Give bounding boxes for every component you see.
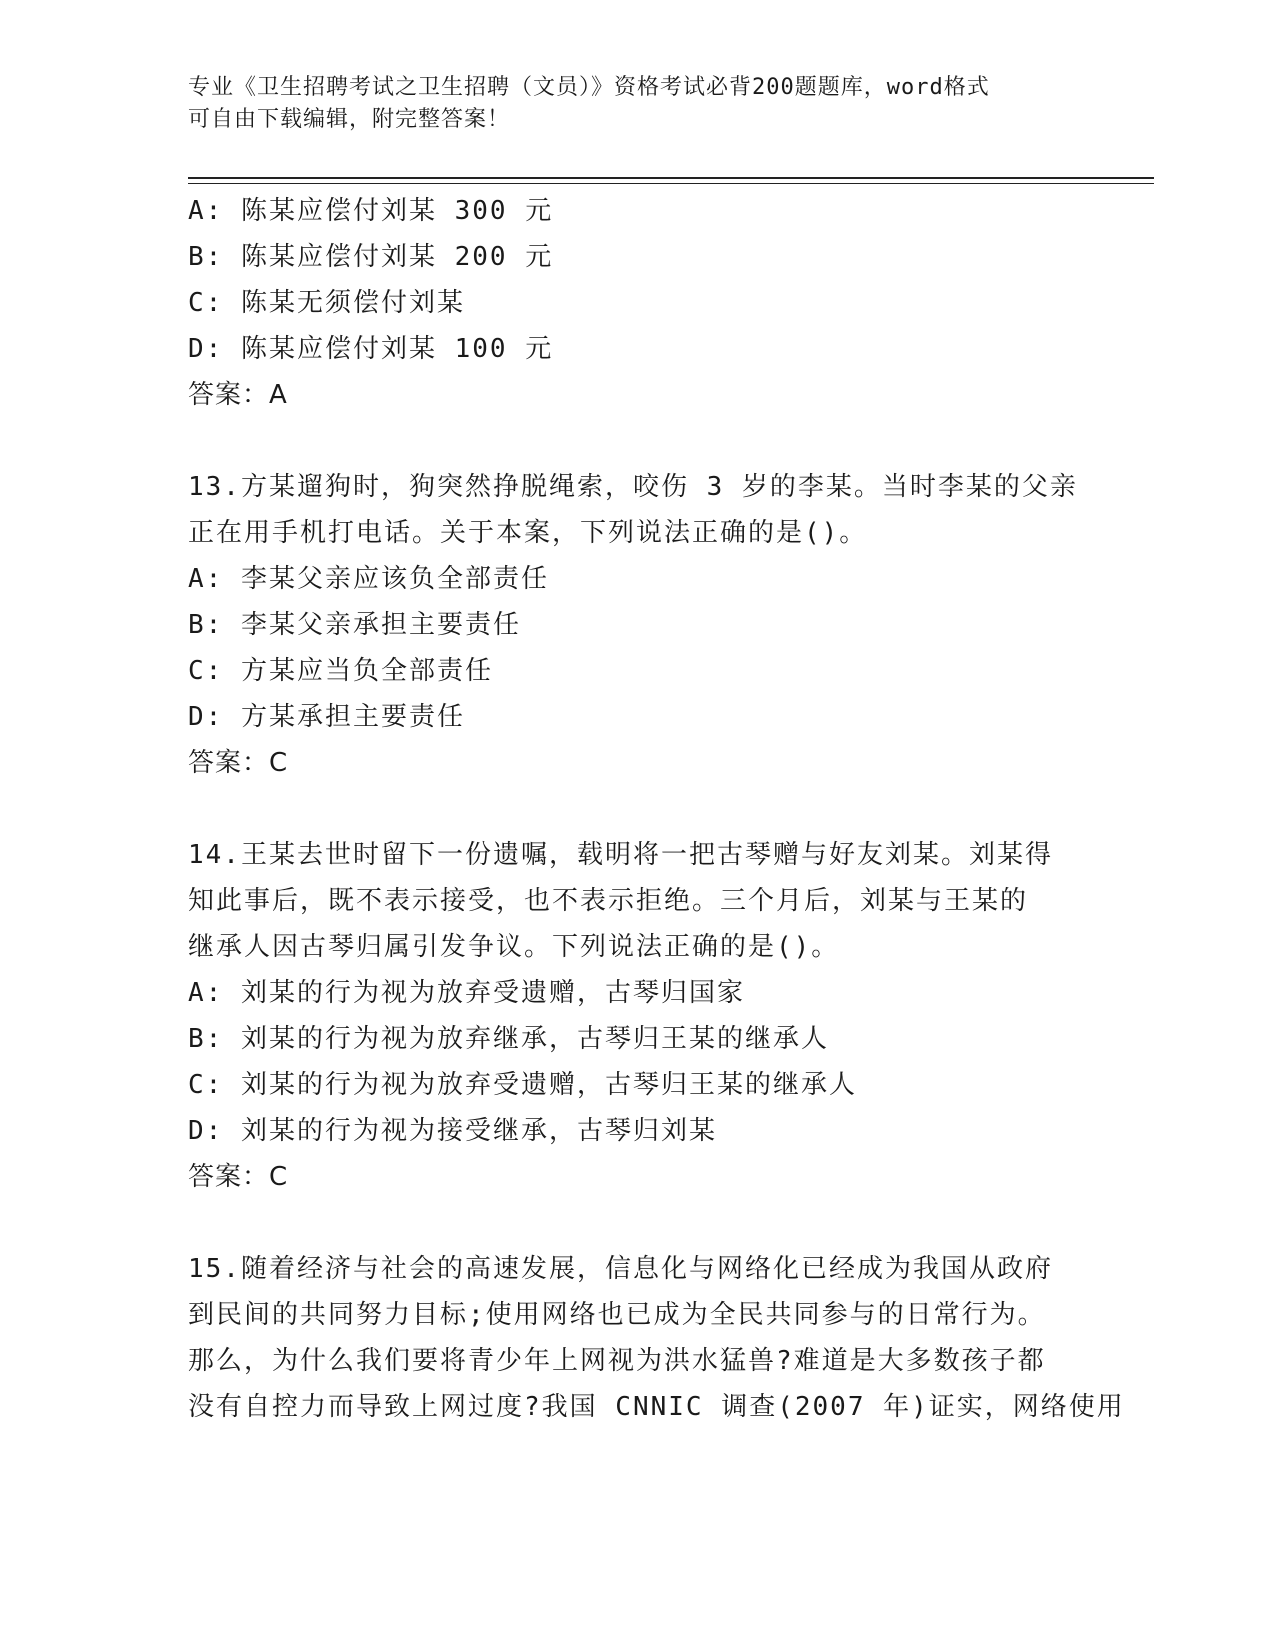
q13-answer: 答案：C xyxy=(188,748,289,778)
q14-answer: 答案：C xyxy=(188,1162,289,1192)
spacer xyxy=(188,786,1088,832)
q12-option-c: C: 陈某无须偿付刘某 xyxy=(188,288,465,318)
spacer xyxy=(188,1200,1088,1246)
question-14 xyxy=(188,832,1088,1200)
q14-option-b: B: 刘某的行为视为放弃继承，古琴归王某的继承人 xyxy=(188,1024,829,1054)
q14-text-line-3: 继承人因古琴归属引发争议。下列说法正确的是()。 xyxy=(188,932,840,962)
q14-option-c: C: 刘某的行为视为放弃受遗赠，古琴归王某的继承人 xyxy=(188,1070,857,1100)
q13-option-a: A: 李某父亲应该负全部责任 xyxy=(188,564,549,594)
q15-text-line-3: 那么，为什么我们要将青少年上网视为洪水猛兽?难道是大多数孩子都 xyxy=(188,1346,1046,1376)
q15-text-line-1: 15.随着经济与社会的高速发展，信息化与网络化已经成为我国从政府 xyxy=(188,1254,1053,1284)
q13-option-b: B: 李某父亲承担主要责任 xyxy=(188,610,521,640)
q13-option-d: D: 方某承担主要责任 xyxy=(188,702,465,732)
q15-text-line-4: 没有自控力而导致上网过度?我国 CNNIC 调查(2007 年)证实，网络使用 xyxy=(188,1392,1125,1422)
document-body xyxy=(188,188,1125,1430)
q13-text-line-2: 正在用手机打电话。关于本案，下列说法正确的是()。 xyxy=(188,518,868,548)
q13-option-c: C: 方某应当负全部责任 xyxy=(188,656,493,686)
header-title-line-1: 专业《卫生招聘考试之卫生招聘（文员）》资格考试必背200题题库，word格式 xyxy=(188,75,990,100)
q14-option-d: D: 刘某的行为视为接受继承，古琴归刘某 xyxy=(188,1116,717,1146)
q13-text-line-1: 13.方某遛狗时，狗突然挣脱绳索，咬伤 3 岁的李某。当时李某的父亲 xyxy=(188,472,1078,502)
q12-option-d: D: 陈某应偿付刘某 100 元 xyxy=(188,334,554,364)
q12-option-a: A: 陈某应偿付刘某 300 元 xyxy=(188,196,554,226)
question-15 xyxy=(188,1246,1125,1430)
page-header xyxy=(188,72,1088,136)
header-divider-thick xyxy=(188,177,1154,179)
q15-text-line-2: 到民间的共同努力目标;使用网络也已成为全民共同参与的日常行为。 xyxy=(188,1300,1046,1330)
q12-option-b: B: 陈某应偿付刘某 200 元 xyxy=(188,242,554,272)
question-12 xyxy=(188,188,1088,418)
q12-answer: 答案：A xyxy=(188,380,288,410)
q14-text-line-1: 14.王某去世时留下一份遗嘱，载明将一把古琴赠与好友刘某。刘某得 xyxy=(188,840,1053,870)
header-divider-thin xyxy=(188,183,1154,184)
q14-text-line-2: 知此事后，既不表示接受，也不表示拒绝。三个月后，刘某与王某的 xyxy=(188,886,1029,916)
header-title-line-2: 可自由下载编辑，附完整答案！ xyxy=(188,107,511,132)
q14-option-a: A: 刘某的行为视为放弃受遗赠，古琴归国家 xyxy=(188,978,745,1008)
spacer xyxy=(188,418,1088,464)
question-13 xyxy=(188,464,1088,786)
